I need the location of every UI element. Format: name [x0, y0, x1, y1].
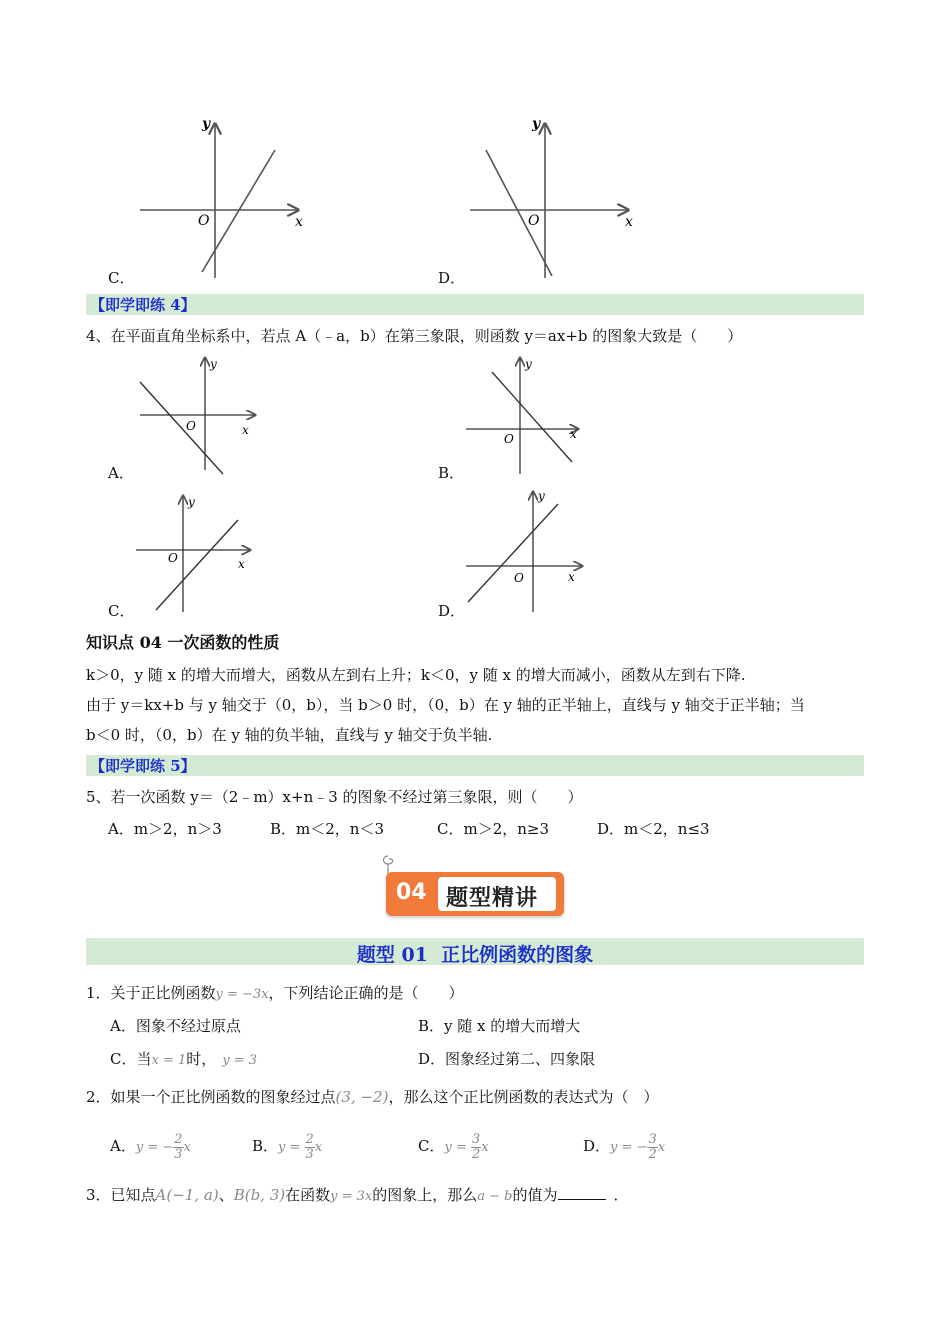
type01-title: 题型 01 正比例函数的图象 — [356, 944, 594, 966]
banner-box — [386, 872, 564, 916]
q2-stem-b: ，那么这个正比例函数的表达式为（ ） — [388, 1088, 659, 1106]
x-label: x — [295, 214, 303, 230]
x-label: x — [625, 214, 633, 230]
svg-text:y: y — [188, 495, 195, 509]
q1-optc-formula1: x = 1 — [151, 1053, 187, 1068]
p4-option-b[interactable]: B． — [438, 464, 465, 482]
banner-number: 04 — [396, 880, 427, 905]
practice5-label: 【即学即练 5】 — [90, 757, 196, 775]
svg-text:x: x — [568, 570, 575, 584]
graph-p4-d — [460, 486, 595, 616]
q1-stem — [86, 982, 464, 1006]
p4-option-a[interactable]: A． — [108, 464, 134, 482]
top-option-c[interactable]: C． — [108, 269, 135, 287]
graph-p4-a — [130, 352, 265, 477]
knowledge04-line1: k＞0，y 随 x 的增大而增大，函数从左到右上升；k＜0，y 随 x 的增大而减小，函数从左到右下降. — [86, 666, 746, 684]
fraction: $\frac{3}{2}$ — [648, 1131, 657, 1162]
practice5-band — [86, 755, 864, 776]
svg-text:y: y — [210, 357, 217, 371]
q3-expr: a − b — [477, 1189, 513, 1204]
q1-stem-a: 1．关于正比例函数 — [86, 984, 216, 1002]
q2-point: (3, −2) — [335, 1088, 389, 1106]
graph-top-d — [460, 110, 650, 280]
q1-stem-b: ，下列结论正确的是（ ） — [268, 984, 464, 1002]
graph-line — [468, 504, 558, 602]
p4-option-c[interactable]: C． — [108, 602, 135, 620]
q1-optc-formula2: y = 3 — [222, 1053, 258, 1068]
fraction: $\frac{3}{2}$ — [472, 1131, 481, 1162]
y-label: y — [202, 116, 211, 132]
q1-option-c[interactable] — [110, 1048, 257, 1069]
practice4-question: 4、在平面直角坐标系中，若点 A（﹣a，b）在第三象限，则函数 y＝ax+b 的图象大致是（ ） — [86, 327, 743, 345]
graph-p4-c — [130, 490, 265, 615]
svg-text:O: O — [168, 551, 178, 565]
p5-option-b[interactable]: B．m＜2，n＜3 — [270, 820, 384, 838]
knowledge04-title: 知识点 04 一次函数的性质 — [86, 633, 280, 652]
p4-option-d[interactable]: D． — [438, 602, 466, 620]
q1-option-a[interactable]: A．图象不经过原点 — [110, 1017, 241, 1035]
q3-func: y = 3x — [330, 1189, 373, 1204]
graph-top-c — [130, 110, 320, 280]
graph-line — [140, 382, 223, 474]
banner-text: 题型精讲 — [446, 886, 539, 911]
graph-line — [156, 520, 238, 610]
p5-option-d[interactable]: D．m＜2，n≤3 — [597, 820, 710, 838]
svg-text:x: x — [570, 427, 577, 441]
svg-text:O: O — [186, 419, 196, 433]
practice4-label: 【即学即练 4】 — [90, 296, 196, 314]
knowledge04-line3: b＜0 时，（0，b）在 y 轴的负半轴，直线与 y 轴交于负半轴. — [86, 726, 493, 744]
banner-text-box — [438, 877, 556, 911]
svg-text:x: x — [238, 557, 245, 571]
svg-text:y: y — [525, 357, 532, 371]
q2-stem-a: 2．如果一个正比例函数的图象经过点 — [86, 1088, 336, 1106]
p5-option-c[interactable]: C．m＞2，n≥3 — [437, 820, 550, 838]
q1-option-b[interactable]: B．y 随 x 的增大而增大 — [418, 1017, 581, 1035]
origin-label: O — [528, 213, 540, 229]
q1-formula: y = −3x — [215, 987, 269, 1002]
graph-line — [492, 372, 572, 462]
q3-point-a: A(−1, a) — [155, 1186, 219, 1204]
q2-option-c[interactable]: C．y = $\frac{3}{2}$ x — [418, 1131, 489, 1162]
graph-line — [202, 150, 275, 272]
q1-optc-a: C．当 — [110, 1050, 152, 1068]
svg-text:O: O — [514, 571, 524, 585]
fraction: $\frac{2}{3}$ — [305, 1131, 314, 1162]
graph-line — [486, 150, 552, 276]
q3-stem: 3．已知点A(−1, a)、B(b, 3)在函数y = 3x的图象上，那么a − b的值为 ． — [86, 1183, 629, 1208]
svg-text:x: x — [242, 423, 249, 437]
q2-option-d[interactable]: D．y = − $\frac{3}{2}$ x — [583, 1131, 666, 1162]
p5-option-a[interactable]: A．m＞2，n＞3 — [108, 820, 222, 838]
q3-answer-blank[interactable] — [558, 1183, 606, 1200]
q1-optc-b: 时， — [186, 1050, 217, 1068]
practice5-question: 5、若一次函数 y＝（2﹣m）x+n﹣3 的图象不经过第三象限，则（ ） — [86, 788, 583, 806]
q2-option-b[interactable]: B．y = $\frac{2}{3}$ x — [252, 1131, 323, 1162]
y-label: y — [532, 116, 541, 132]
graph-p4-b — [460, 352, 595, 477]
svg-text:O: O — [504, 432, 514, 446]
section-banner — [386, 868, 566, 916]
fraction: $\frac{2}{3}$ — [174, 1131, 183, 1162]
q2-stem — [86, 1086, 658, 1108]
q3-point-b: B(b, 3) — [233, 1186, 286, 1204]
origin-label: O — [198, 213, 210, 229]
svg-text:y: y — [538, 489, 545, 503]
practice4-band — [86, 294, 864, 315]
q2-option-a[interactable]: A．y = − $\frac{2}{3}$ x — [110, 1131, 191, 1162]
knowledge04-line2: 由于 y＝kx+b 与 y 轴交于（0，b），当 b＞0 时，（0，b）在 y 轴的正半轴上，直线与 y 轴交于正半轴；当 — [86, 696, 805, 714]
top-option-d[interactable]: D． — [438, 269, 466, 287]
q1-option-d[interactable]: D．图象经过第二、四象限 — [418, 1050, 596, 1068]
q3-stem-a: 3．已知点 — [86, 1186, 156, 1204]
